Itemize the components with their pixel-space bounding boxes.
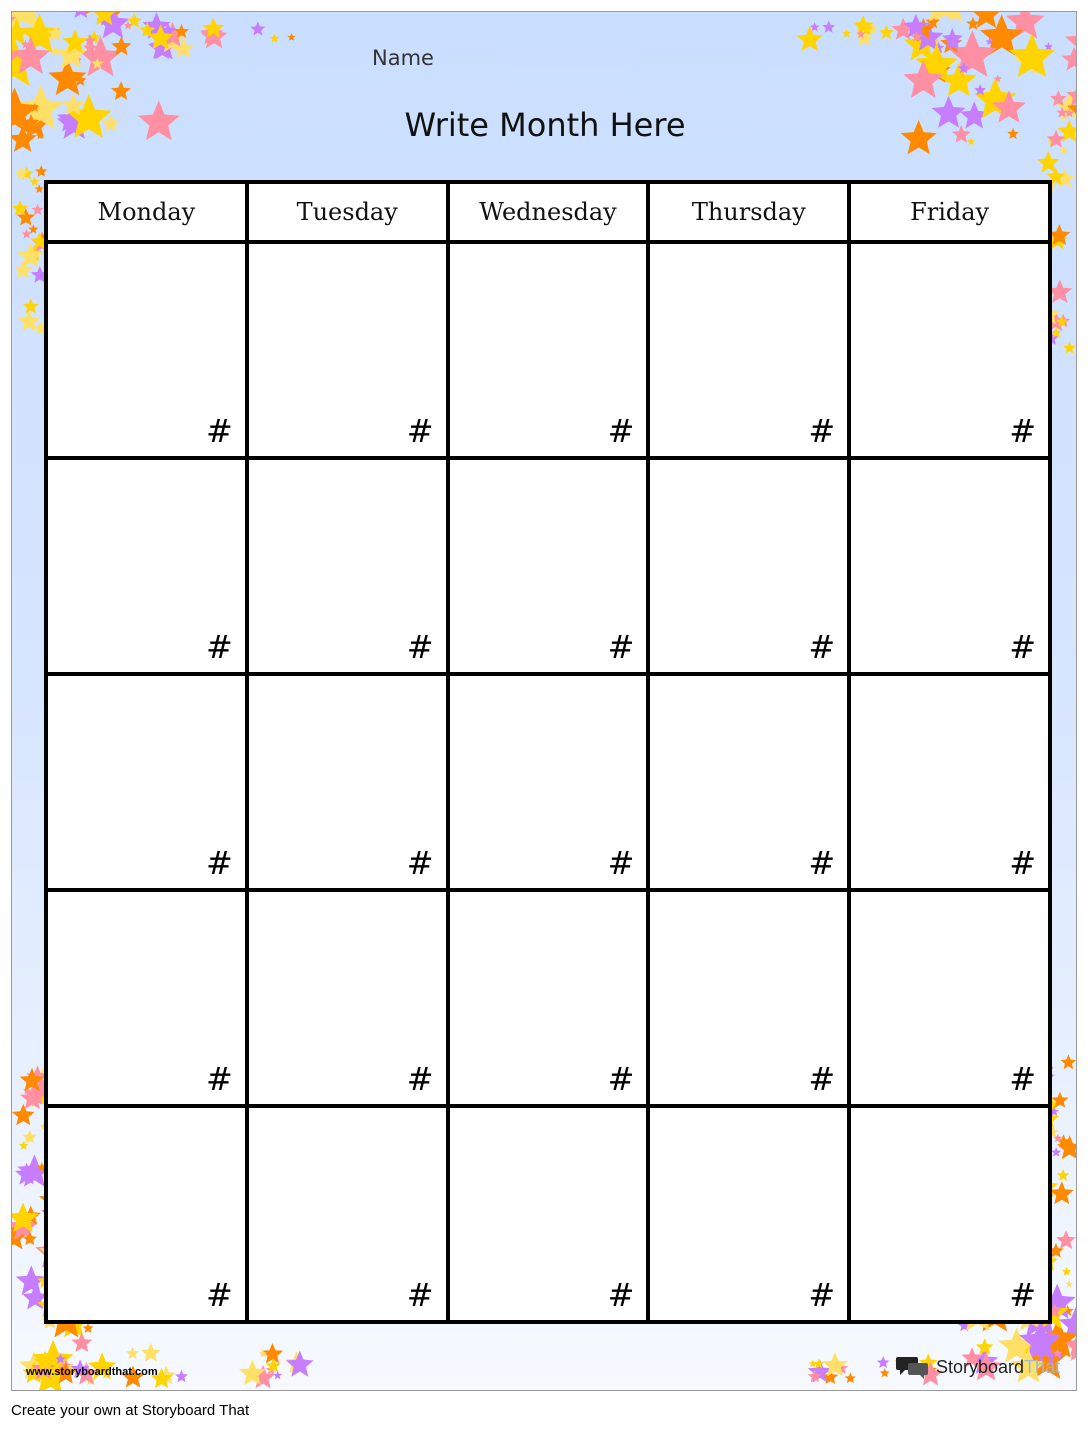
day-cell[interactable] [648, 242, 849, 458]
day-cell[interactable] [247, 242, 448, 458]
day-cell[interactable] [648, 674, 849, 890]
week-row-1 [46, 242, 1050, 458]
day-number: # [205, 844, 233, 882]
day-cell[interactable] [448, 242, 649, 458]
day-number: # [205, 1276, 233, 1314]
day-cell[interactable] [247, 890, 448, 1106]
week-row-4 [46, 890, 1050, 1106]
day-number: # [406, 1060, 434, 1098]
star-shape [273, 1371, 282, 1380]
logo-text-primary: Storyboard [936, 1356, 1025, 1377]
star-shape [270, 34, 279, 43]
day-number: # [205, 1060, 233, 1098]
day-number: # [808, 1276, 836, 1314]
star-shape [1065, 1280, 1073, 1287]
day-number: # [808, 844, 836, 882]
day-number: # [205, 628, 233, 666]
star-shape [35, 165, 47, 177]
star-shape [23, 298, 39, 313]
day-cell[interactable] [46, 674, 247, 890]
day-number: # [808, 412, 836, 450]
star-shape [845, 1372, 856, 1383]
day-number: # [607, 1276, 635, 1314]
week-row-5 [46, 1106, 1050, 1322]
weekday-monday: Monday [46, 182, 247, 242]
weekday-wednesday: Wednesday [448, 182, 649, 242]
day-number: # [1009, 412, 1036, 450]
star-shape [1051, 1147, 1061, 1156]
weekday-header-row [46, 182, 1050, 242]
calendar-grid [44, 180, 1052, 1324]
star-shape [1063, 341, 1076, 353]
day-number: # [1009, 844, 1036, 882]
footer-credit: Create your own at Storyboard That [11, 1402, 250, 1419]
star-shape [1056, 1230, 1076, 1249]
day-cell[interactable] [247, 674, 448, 890]
star-shape [12, 1104, 35, 1126]
star-shape [30, 177, 39, 186]
day-number: # [406, 1276, 434, 1314]
day-cell[interactable] [849, 674, 1050, 890]
day-number: # [607, 1060, 635, 1098]
star-shape [22, 1130, 37, 1144]
day-number: # [406, 844, 434, 882]
day-cell[interactable] [46, 1106, 247, 1322]
star-shape [880, 1368, 890, 1377]
star-shape [22, 229, 32, 239]
day-number: # [1009, 1276, 1036, 1314]
week-row-3 [46, 674, 1050, 890]
star-shape [1059, 145, 1069, 155]
star-shape [83, 1323, 94, 1333]
day-number: # [607, 844, 635, 882]
day-cell[interactable] [849, 1106, 1050, 1322]
star-shape [71, 1332, 92, 1352]
day-cell[interactable] [448, 674, 649, 890]
star-shape [877, 1356, 890, 1368]
day-cell[interactable] [46, 242, 247, 458]
star-shape [797, 26, 824, 51]
star-shape [1057, 1169, 1070, 1181]
day-cell[interactable] [648, 458, 849, 674]
star-shape [251, 22, 266, 36]
star-shape [47, 25, 64, 42]
day-number: # [808, 628, 836, 666]
day-number: # [1009, 628, 1036, 666]
star-shape [35, 184, 44, 193]
day-cell[interactable] [448, 1106, 649, 1322]
website-url: www.storyboardthat.com [26, 1366, 158, 1378]
star-shape [1062, 1267, 1071, 1276]
weekday-tuesday: Tuesday [247, 182, 448, 242]
day-cell[interactable] [849, 458, 1050, 674]
day-cell[interactable] [46, 890, 247, 1106]
week-row-2 [46, 458, 1050, 674]
worksheet-page [11, 11, 1077, 1391]
storyboardthat-logo [896, 1354, 1060, 1380]
day-number: # [607, 412, 635, 450]
day-cell[interactable] [247, 458, 448, 674]
star-shape [28, 224, 38, 234]
day-cell[interactable] [849, 890, 1050, 1106]
day-cell[interactable] [247, 1106, 448, 1322]
star-shape [79, 36, 121, 76]
speech-bubbles-icon [896, 1354, 930, 1380]
star-shape [287, 33, 295, 41]
star-shape [141, 1343, 161, 1362]
star-shape [32, 204, 44, 215]
day-cell[interactable] [648, 1106, 849, 1322]
day-number: # [406, 628, 434, 666]
day-number: # [607, 628, 635, 666]
star-shape [14, 260, 33, 278]
star-shape [175, 1370, 188, 1382]
weekday-thursday: Thursday [648, 182, 849, 242]
star-shape [822, 21, 835, 33]
star-shape [126, 1347, 139, 1359]
day-number: # [205, 412, 233, 450]
star-shape [879, 25, 894, 39]
day-number: # [1009, 1060, 1036, 1098]
logo-text-secondary: That [1024, 1356, 1061, 1377]
name-label: Name [372, 46, 434, 70]
star-shape [286, 1351, 314, 1377]
month-title: Write Month Here [404, 106, 686, 144]
star-shape [1061, 1054, 1077, 1069]
star-shape [1062, 47, 1077, 71]
day-cell[interactable] [46, 458, 247, 674]
day-cell[interactable] [849, 242, 1050, 458]
star-shape [966, 17, 980, 30]
day-number: # [406, 412, 434, 450]
day-cell[interactable] [448, 458, 649, 674]
weekday-friday: Friday [849, 182, 1050, 242]
star-shape [842, 29, 851, 37]
star-shape [111, 81, 131, 100]
day-number: # [808, 1060, 836, 1098]
day-cell[interactable] [448, 890, 649, 1106]
day-cell[interactable] [648, 890, 849, 1106]
